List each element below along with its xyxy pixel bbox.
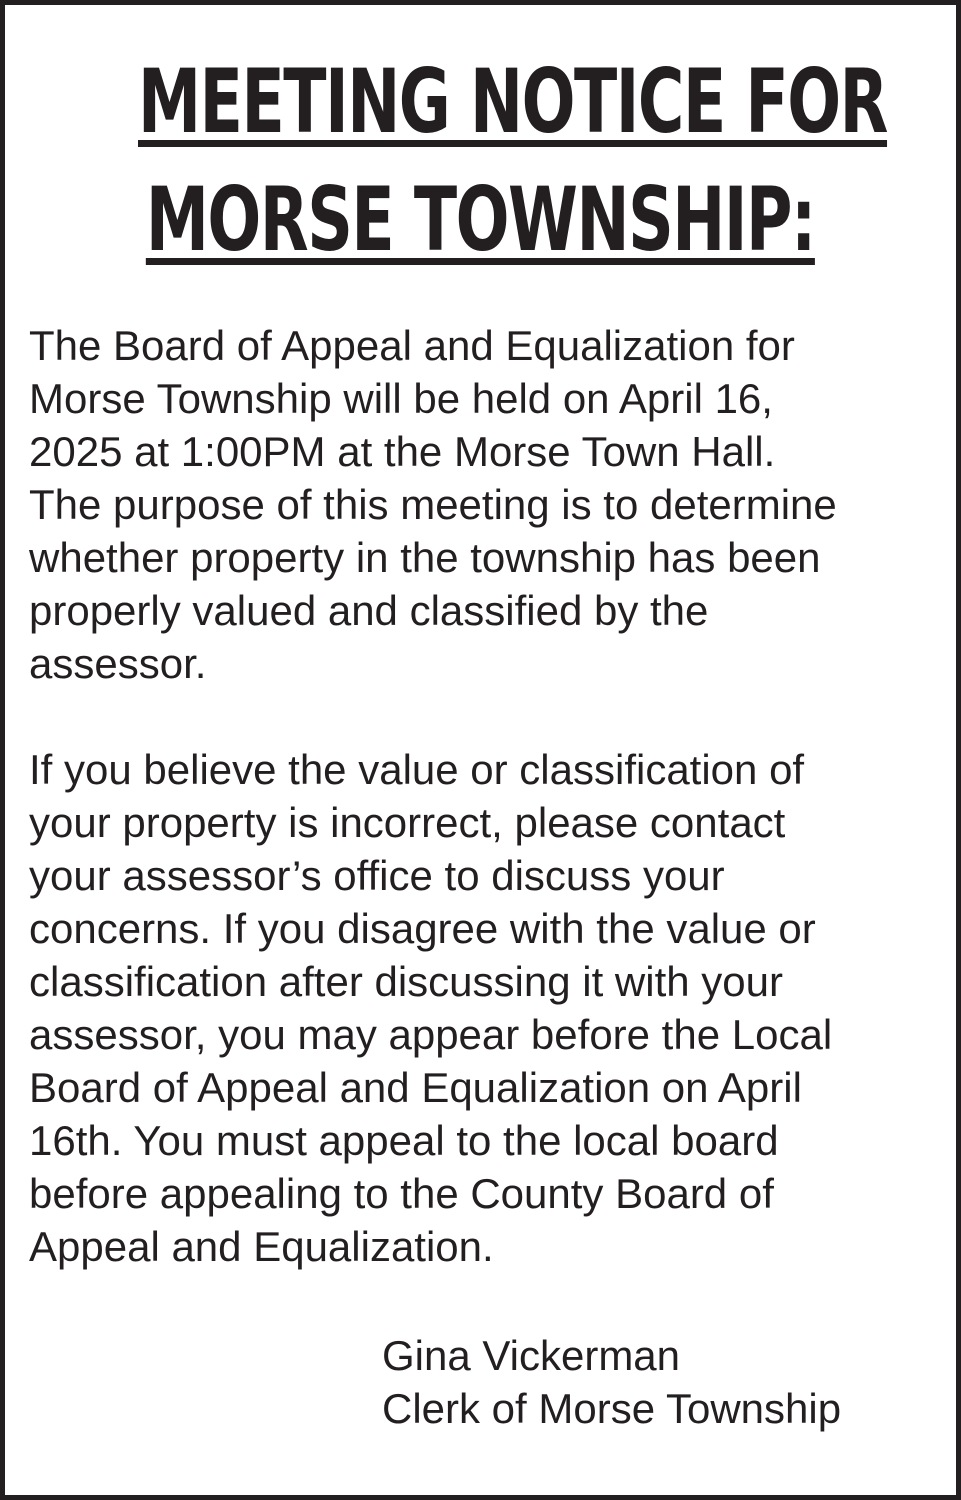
signature-name: Gina Vickerman: [382, 1332, 681, 1379]
notice-title-line-2: MORSE TOWNSHIP:: [145, 168, 815, 271]
notice-title-line-1: MEETING NOTICE FOR: [138, 50, 888, 153]
signature-role: Clerk of Morse Township: [382, 1385, 842, 1432]
notice-title: [138, 43, 888, 279]
signature-block: [382, 1329, 942, 1435]
notice-paragraph-meeting-details: The Board of Appeal and Equalization for Morse Township will be held on April 16, 2025 at 1:00PM at the Morse Town Hall. The purpose of this meeting is to determine whether property in the township has been properly valued and classified by the assessor.: [29, 322, 837, 687]
notice-paragraph-appeal-instructions: If you believe the value or classification of your property is incorrect, please contact your assessor’s office to discuss your concerns. If you disagree with the value or classification after discussing it with your assessor, you may appear before the Local Board of Appeal and Equalization on April 16th. You must appeal to the local board before appealing to the County Board of Appeal and Equalization.: [29, 746, 833, 1270]
